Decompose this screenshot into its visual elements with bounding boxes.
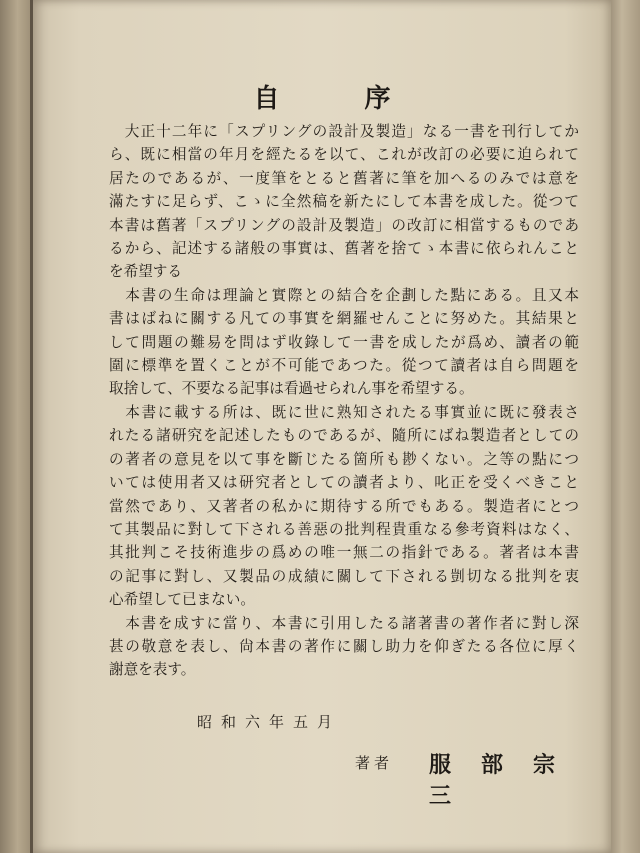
text-line: 圍に標準を置くことが不可能であつた。從つて讀者は自ら問題を	[109, 357, 579, 375]
book-page	[33, 0, 611, 853]
text-line: れたる諸研究を記述したものであるが、隨所にばね製造者としての	[109, 427, 579, 445]
text-line: ら、既に相當の年月を經たるを以て、これが改訂の必要に迫られて	[109, 146, 579, 164]
text-line: の著者の意見を以て事を斷じたる箇所も尠くない。之等の點につ	[109, 450, 579, 468]
text-line: るから、記述する諸般の事實は、舊著を捨てゝ本書に依られんこと	[109, 240, 579, 258]
page-title: 自 序	[253, 84, 429, 114]
author-label: 著者	[355, 754, 394, 772]
text-line: を希望する	[109, 263, 182, 281]
text-line: 本書は舊著「スプリングの設計及製造」の改訂に相當するものであ	[109, 216, 579, 234]
text-line: 甚の敬意を表し、尙本書の著作に關し助力を仰ぎたる各位に厚く	[109, 637, 579, 655]
text-line: の記事に對し、又製品の成績に關して下される剴切なる批判を衷	[109, 567, 579, 585]
text-line: 書はばねに關する凡ての事實を網羅せんことに努めた。其結果と	[109, 310, 579, 328]
text-line: いては使用者又は研究者としての讀者より、叱正を受くべきこと	[109, 474, 579, 492]
right-page-edge	[610, 0, 640, 853]
text-line: 其批判こそ技術進步の爲めの唯一無二の指針である。著者は本書	[109, 544, 579, 562]
paragraph-4	[109, 612, 579, 682]
text-line: 本書を成すに當り、本書に引用したる諸著書の著作者に對し深	[109, 614, 579, 632]
text-line: 本書の生命は理論と實際との結合を企劃した點にある。且又本	[109, 286, 579, 304]
text-line: 居たのであるが、一度筆をとると舊著に筆を加へるのみでは意を	[109, 169, 579, 187]
paragraph-2	[109, 284, 579, 401]
text-line: 本書に載する所は、既に世に熟知されたる事實並に既に發表さ	[109, 403, 579, 421]
left-page-edge	[0, 0, 32, 853]
paragraph-1	[109, 120, 579, 284]
publication-date: 昭和六年五月	[197, 713, 342, 731]
text-line: て其製品に對して下される善惡の批判程貴重なる參考資料はなく、	[109, 520, 579, 538]
text-line: して問題の難易を問はず收錄して一書を成したが爲め、讀者の範	[109, 333, 579, 351]
text-line: 取捨して、不要なる記事は看過せられん事を希望する。	[109, 380, 474, 398]
text-line: 謝意を表す。	[109, 661, 196, 679]
text-line: 當然であり、又著者の私かに期待する所でもある。製造者にとつ	[109, 497, 579, 515]
text-line: 大正十二年に「スプリングの設計及製造」なる一書を刊行してか	[109, 123, 579, 140]
paragraph-3	[109, 401, 579, 612]
preface-body	[109, 120, 579, 682]
text-line: 心希望して已まない。	[109, 591, 255, 609]
text-line: 滿たすに足らず、こゝに全然稿を新たにして本書を成した。從つて	[109, 193, 579, 211]
author-name: 服部宗三	[429, 752, 586, 809]
